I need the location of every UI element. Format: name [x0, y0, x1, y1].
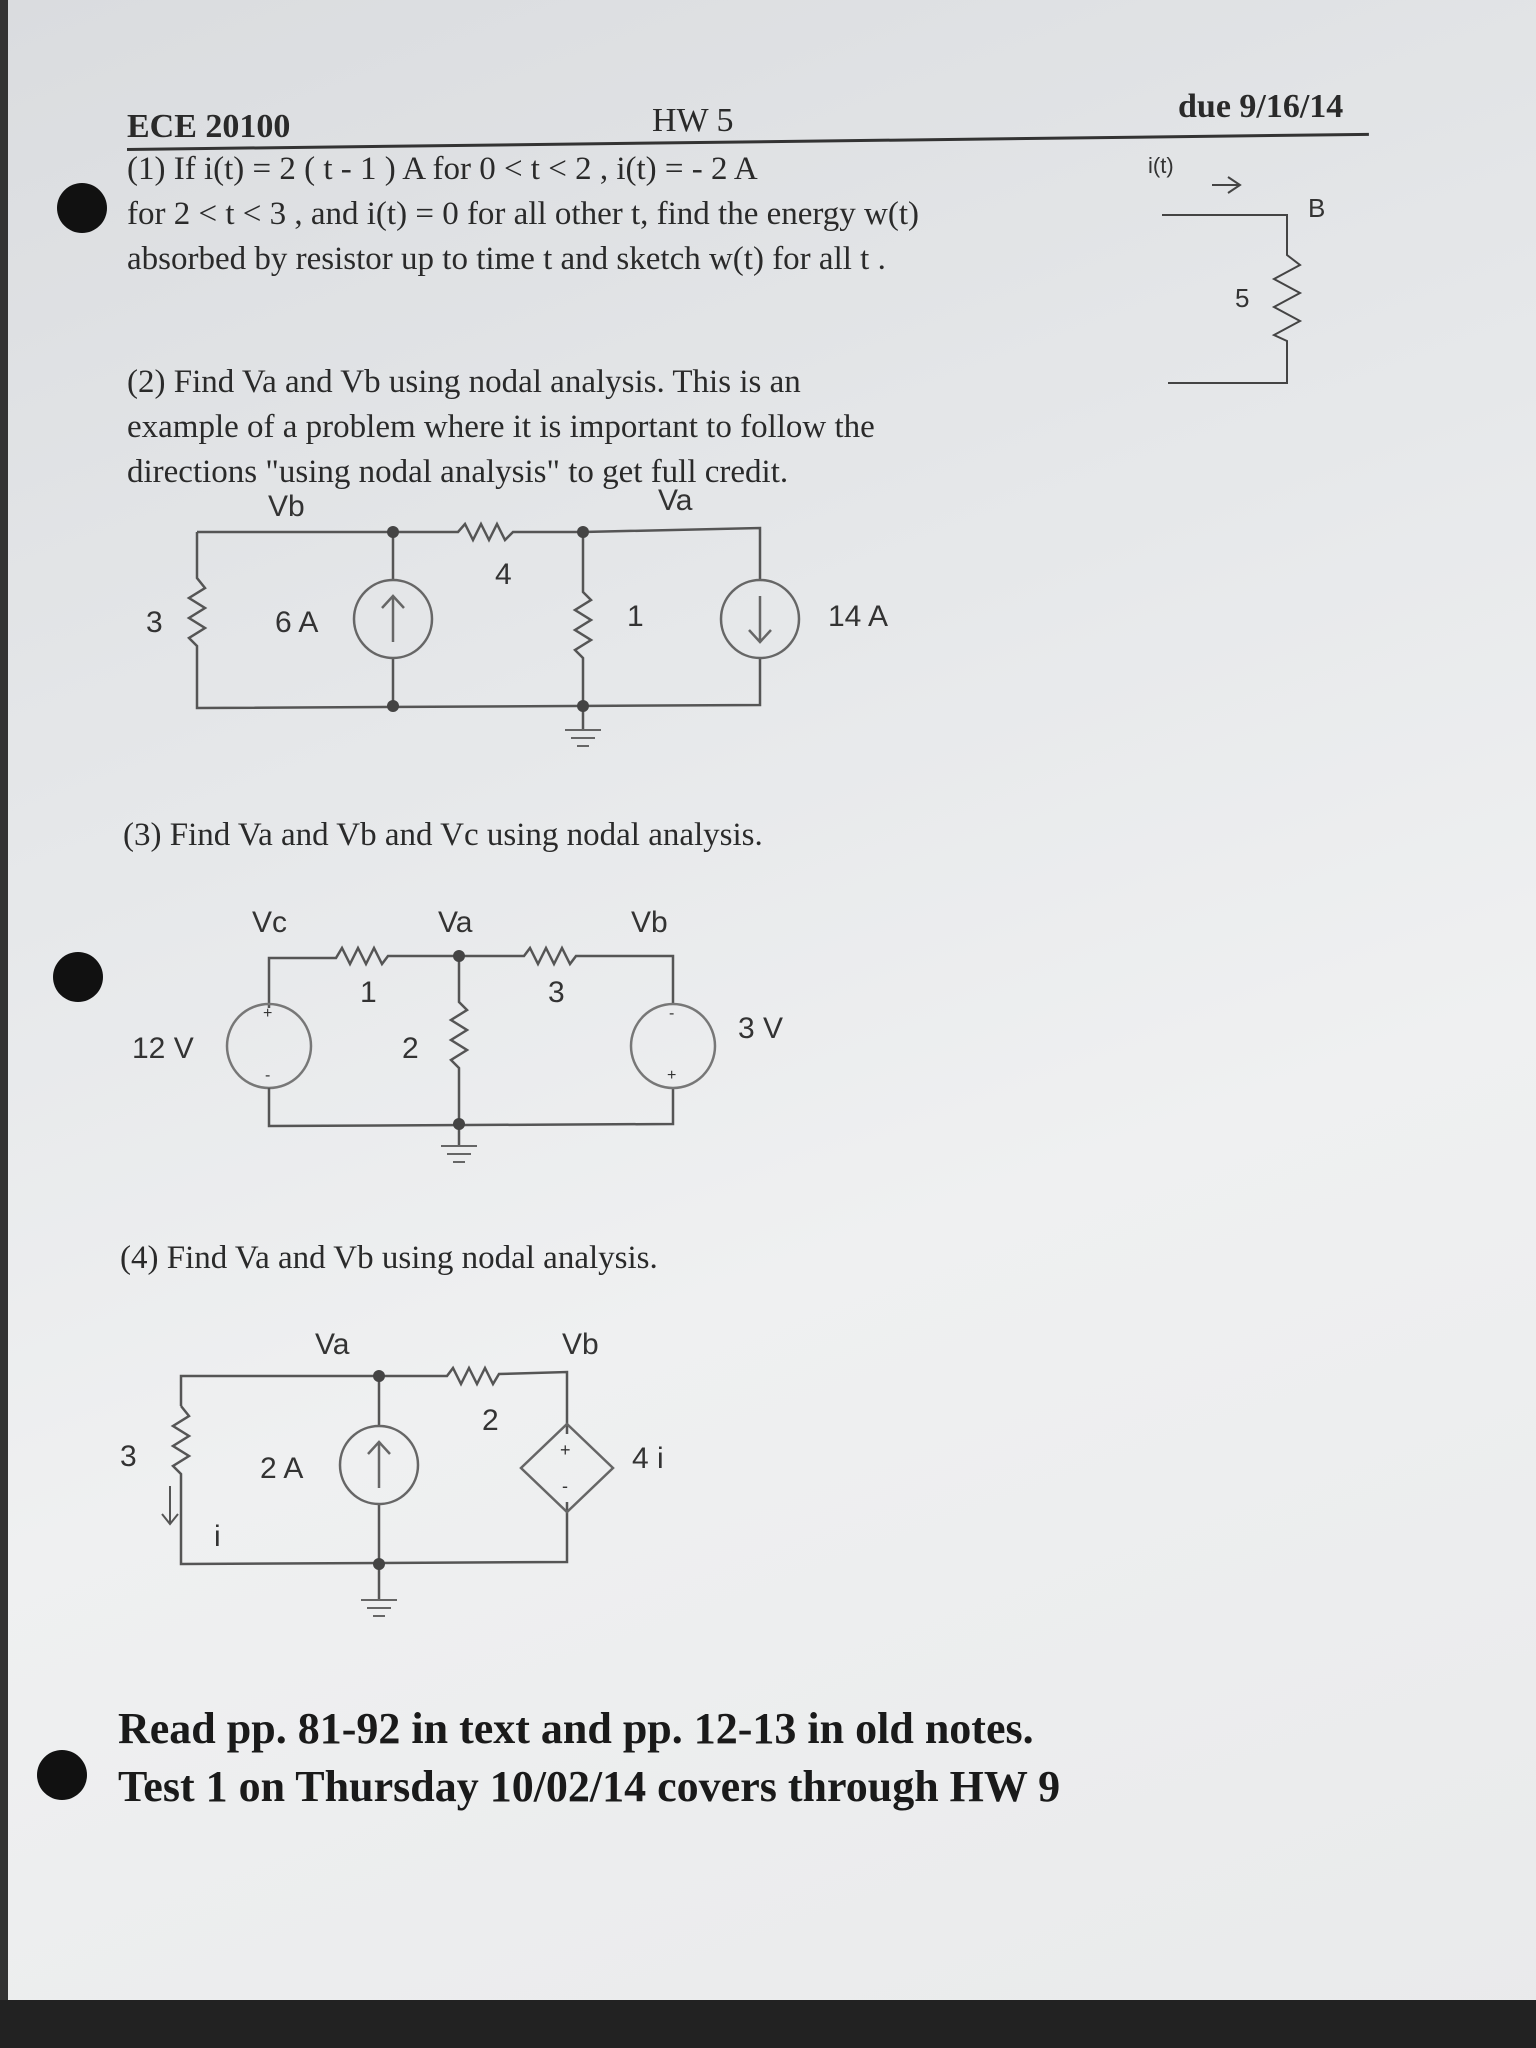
node-dot	[577, 526, 589, 538]
v-left-label: 12 V	[132, 1032, 194, 1065]
source-left-label: 6 A	[275, 606, 319, 639]
problem1-line1: (1) If i(t) = 2 ( t - 1 ) A for 0 < t < 2 , i(t) = - 2 A	[127, 151, 758, 187]
problem3-circuit	[120, 890, 840, 1190]
problem3-text: (3) Find Va and Vb and Vc using nodal analysis.	[123, 817, 763, 853]
resistor-5	[1162, 215, 1300, 383]
r-series-label: 4	[495, 558, 512, 591]
node-vb: Vb	[268, 490, 305, 523]
test-announcement: Test 1 on Thursday 10/02/14 covers through HW 9	[118, 1762, 1061, 1811]
node-b-label: B	[1308, 193, 1326, 223]
node-dot	[387, 526, 399, 538]
node-dot	[453, 950, 465, 962]
plus-sign: +	[263, 1005, 273, 1022]
top-wire	[269, 948, 673, 1008]
problem2-line2: example of a problem where it is important to follow the	[127, 409, 875, 445]
up-arrow-icon	[368, 1442, 390, 1488]
resistor-label: 5	[1235, 283, 1250, 313]
r-left-label: 3	[120, 1440, 137, 1473]
assignment-title: HW 5	[652, 102, 734, 139]
resistor-3-and-bottom-wire	[173, 1406, 567, 1564]
resistor-2	[451, 956, 467, 1146]
current-label: i(t)	[1148, 153, 1174, 178]
photo-bottom-edge	[0, 2000, 1536, 2048]
current-arrow	[1212, 177, 1240, 193]
r2-label: 2	[402, 1032, 419, 1065]
down-arrow-icon	[749, 596, 771, 642]
hole-punch-1	[57, 183, 107, 233]
minus-sign: -	[265, 1067, 271, 1084]
r-mid-label: 1	[627, 600, 644, 633]
problem2-line1: (2) Find Va and Vb using nodal analysis. This is an	[127, 364, 801, 400]
node-vc: Vc	[252, 906, 288, 939]
plus-sign: +	[667, 1067, 677, 1084]
r-series-label: 2	[482, 1404, 499, 1437]
ground-icon	[441, 1146, 477, 1162]
hole-punch-3	[37, 1750, 87, 1800]
page-left-edge	[0, 0, 8, 2048]
problem4-text: (4) Find Va and Vb using nodal analysis.	[120, 1240, 658, 1276]
node-dot	[453, 1118, 465, 1130]
problem2-line3: directions "using nodal analysis" to get full credit.	[127, 454, 789, 490]
node-dot	[387, 700, 399, 712]
problem1-figure	[1140, 145, 1360, 395]
problem1-line2: for 2 < t < 3 , and i(t) = 0 for all other t, find the energy w(t)	[127, 196, 920, 232]
dependent-label: 4 i	[632, 1442, 664, 1475]
node-va: Va	[658, 484, 693, 517]
node-dot	[577, 700, 589, 712]
minus-sign: -	[669, 1005, 675, 1022]
r-left-label: 3	[146, 606, 163, 639]
r3-label: 3	[548, 976, 565, 1009]
minus-sign: -	[562, 1476, 568, 1496]
ground-icon	[361, 1600, 397, 1616]
course-number: ECE 20100	[127, 108, 291, 145]
current-i-arrow-icon	[162, 1486, 178, 1524]
ground-icon	[565, 730, 601, 746]
node-va: Va	[438, 906, 473, 939]
hole-punch-2	[53, 952, 103, 1002]
problem2-circuit	[140, 480, 920, 770]
due-date: due 9/16/14	[1178, 88, 1344, 125]
r1-label: 1	[360, 976, 377, 1009]
node-dot	[373, 1370, 385, 1382]
source-right-label: 14 A	[828, 600, 889, 633]
dependent-voltage-source	[521, 1424, 613, 1512]
v-right-label: 3 V	[738, 1012, 784, 1045]
current-label: i	[214, 1520, 221, 1553]
node-dot	[373, 1558, 385, 1570]
up-arrow-icon	[382, 596, 404, 642]
node-vb: Vb	[631, 906, 668, 939]
bottom-wire	[269, 1088, 673, 1126]
node-va: Va	[315, 1328, 350, 1361]
source-label: 2 A	[260, 1452, 304, 1485]
problem4-circuit	[110, 1310, 750, 1640]
plus-sign: +	[560, 1440, 571, 1460]
top-wire	[197, 524, 760, 580]
node-vb: Vb	[562, 1328, 599, 1361]
problem1-line3: absorbed by resistor up to time t and sketch w(t) for all t .	[127, 241, 886, 277]
reading-assignment: Read pp. 81-92 in text and pp. 12-13 in old notes.	[118, 1704, 1034, 1753]
